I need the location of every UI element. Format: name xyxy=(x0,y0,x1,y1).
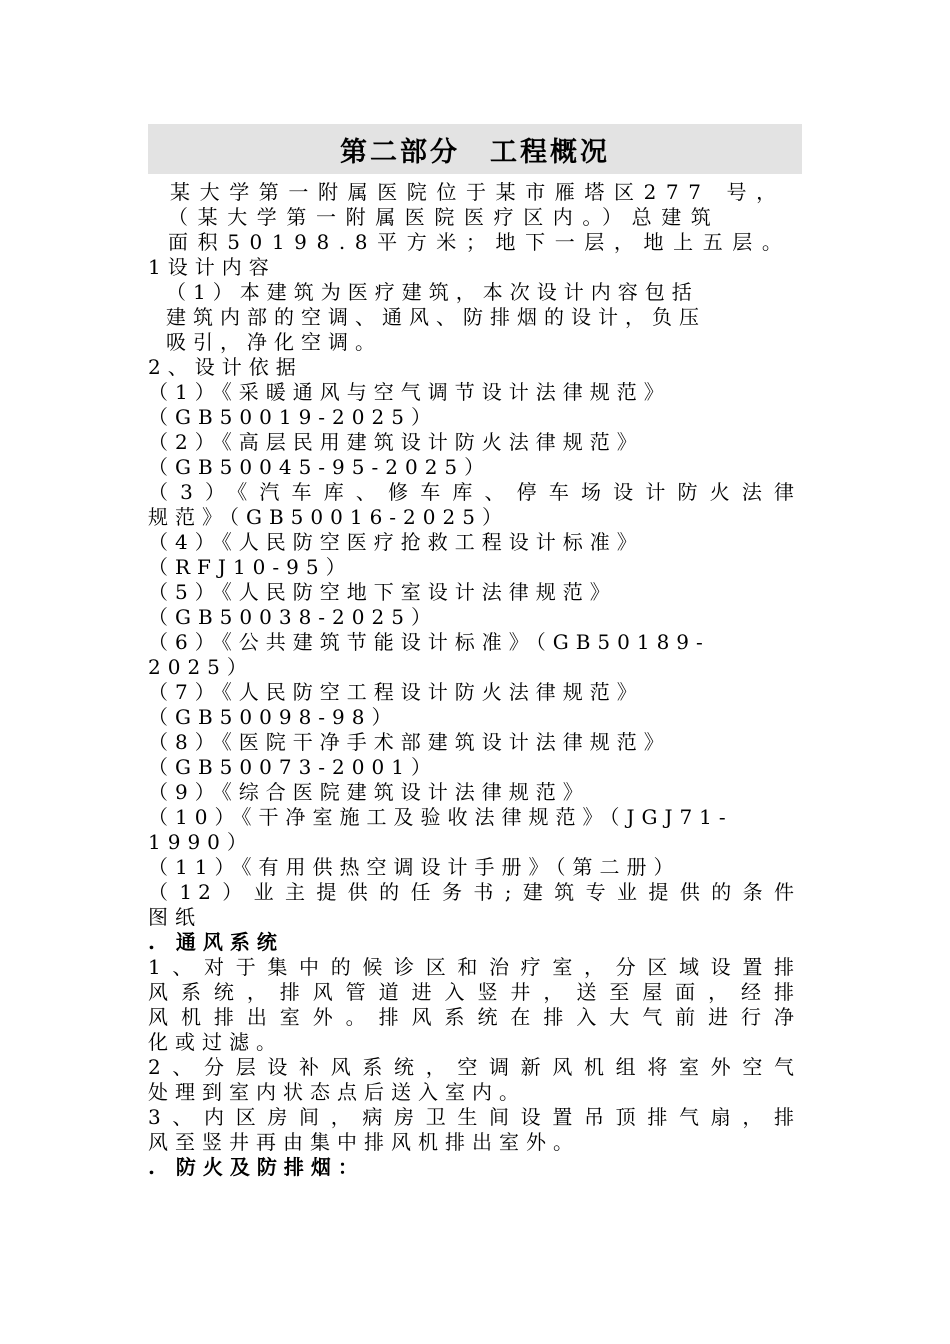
design-content-line: 吸引，净化空调。 xyxy=(166,330,382,354)
section-heading-ventilation: . 通风系统 xyxy=(148,930,284,954)
section-heading-design-basis: 2、设计依据 xyxy=(148,355,303,379)
ventilation-line: 3、内区房间，病房卫生间设置吊顶排气扇，排 xyxy=(148,1105,800,1129)
ventilation-line: 化或过滤。 xyxy=(148,1030,283,1054)
section-heading-design-content: 1设计内容 xyxy=(148,255,276,279)
design-basis-line: （5）《人民防空地下室设计法律规范》 xyxy=(148,580,617,604)
design-basis-line: （GB50019-2025） xyxy=(148,405,438,429)
intro-line: （某大学第一附属医院医疗区内。）总建筑 xyxy=(168,205,721,229)
ventilation-line: 风至竖井再由集中排风机排出室外。 xyxy=(148,1130,580,1154)
design-basis-line: （1）《采暖通风与空气调节设计法律规范》 xyxy=(148,380,671,404)
ventilation-line: 2、分层设补风系统，空调新风机组将室外空气 xyxy=(148,1055,800,1079)
page-title: 第二部分 工程概况 xyxy=(340,136,610,168)
title-bar xyxy=(148,124,802,174)
intro-line: 面积50198.8平方米；地下一层，地上五层。 xyxy=(168,230,792,254)
design-basis-line: （GB50045-95-2025） xyxy=(148,455,492,479)
design-basis-line: （6）《公共建筑节能设计标准》（GB50189- xyxy=(148,630,710,654)
design-basis-line: 图纸 xyxy=(148,905,202,929)
design-basis-line: 2025） xyxy=(148,655,254,679)
design-basis-line: （7）《人民防空工程设计防火法律规范》 xyxy=(148,680,644,704)
ventilation-line: 处理到室内状态点后送入室内。 xyxy=(148,1080,526,1104)
design-basis-line: （GB50098-98） xyxy=(148,705,399,729)
design-content-line: 建筑内部的空调、通风、防排烟的设计，负压 xyxy=(166,305,706,329)
intro-line: 某大学第一附属医院位于某市雁塔区277 号， xyxy=(170,180,786,204)
design-basis-line: （RFJ10-95） xyxy=(148,555,353,579)
design-basis-line: （2）《高层民用建筑设计防火法律规范》 xyxy=(148,430,644,454)
design-basis-line: （3）《汽车库、修车库、停车场设计防火法律 xyxy=(148,480,800,504)
design-basis-line: （11）《有用供热空调设计手册》（第二册） xyxy=(148,855,681,879)
ventilation-line: 风系统，排风管道进入竖井，送至屋面，经排 xyxy=(148,980,800,1004)
ventilation-line: 风机排出室外。排风系统在排入大气前进行净 xyxy=(148,1005,800,1029)
section-heading-fire-smoke: . 防火及防排烟： xyxy=(148,1155,365,1179)
design-basis-line: 1990） xyxy=(148,830,254,854)
design-basis-line: （8）《医院干净手术部建筑设计法律规范》 xyxy=(148,730,671,754)
document-body xyxy=(148,180,800,1180)
design-basis-line: （GB50038-2025） xyxy=(148,605,438,629)
design-basis-line: （12）业主提供的任务书;建筑专业提供的条件 xyxy=(148,880,800,904)
design-basis-line: 规范》（GB50016-2025） xyxy=(148,505,509,529)
design-content-line: （1）本建筑为医疗建筑，本次设计内容包括 xyxy=(166,280,699,304)
design-basis-line: （9）《综合医院建筑设计法律规范》 xyxy=(148,780,590,804)
ventilation-line: 1、对于集中的候诊区和治疗室，分区域设置排 xyxy=(148,955,800,979)
design-basis-line: （GB50073-2001） xyxy=(148,755,438,779)
design-basis-line: （10）《干净室施工及验收法律规范》（JGJ71- xyxy=(148,805,733,829)
design-basis-line: （4）《人民防空医疗抢救工程设计标准》 xyxy=(148,530,644,554)
